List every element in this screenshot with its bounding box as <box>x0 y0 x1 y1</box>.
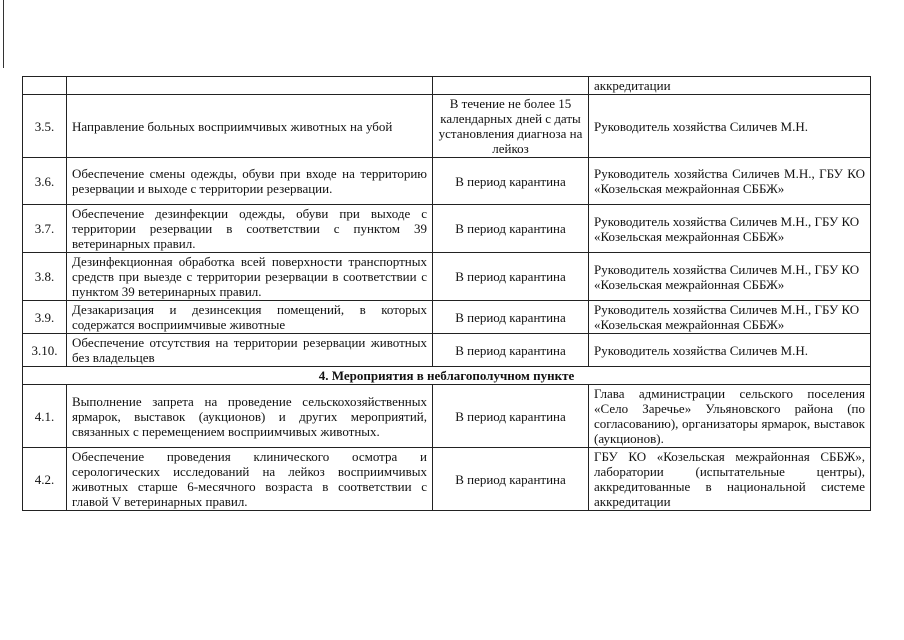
row-number-cell: 3.5. <box>23 95 67 158</box>
measure-description-cell: Обеспечение смены одежды, обуви при входе на территорию резервации и выходе с территории резервации. <box>67 158 433 205</box>
measure-description-cell: Обеспечение отсутствия на территории резервации животных без владельцев <box>67 334 433 367</box>
measure-description-cell: Дезинфекционная обработка всей поверхности транспортных средств при выезде с территории резервации в соответствии с пунктом 39 ветеринарных правил. <box>67 253 433 301</box>
row-number-cell: 3.9. <box>23 301 67 334</box>
table-row <box>23 158 871 205</box>
table-row <box>23 301 871 334</box>
measures-table <box>22 76 871 511</box>
responsible-cell: Руководитель хозяйства Силичев М.Н., ГБУ КО «Козельская межрайонная СББЖ» <box>589 253 871 301</box>
table-row <box>23 205 871 253</box>
responsible-cell: Руководитель хозяйства Силичев М.Н. <box>589 95 871 158</box>
table-row <box>23 448 871 511</box>
section-header-row <box>23 367 871 385</box>
term-cell: В период карантина <box>433 253 589 301</box>
measure-description-cell: Обеспечение дезинфекции одежды, обуви при выходе с территории резервации в соответствии с пунктом 39 ветеринарных правил. <box>67 205 433 253</box>
table-row <box>23 334 871 367</box>
measure-description-cell <box>67 77 433 95</box>
row-number-cell: 3.6. <box>23 158 67 205</box>
term-cell <box>433 77 589 95</box>
responsible-cell: аккредитации <box>589 77 871 95</box>
row-number-cell: 3.7. <box>23 205 67 253</box>
term-cell: В период карантина <box>433 301 589 334</box>
responsible-cell: Руководитель хозяйства Силичев М.Н., ГБУ КО «Козельская межрайонная СББЖ» <box>589 158 871 205</box>
measure-description-cell: Обеспечение проведения клинического осмотра и серологических исследований на лейкоз восприимчивых животных старше 6-месячного возраста в соответствии с главой V ветеринарных правил. <box>67 448 433 511</box>
term-cell: В период карантина <box>433 334 589 367</box>
measure-description-cell: Направление больных восприимчивых животных на убой <box>67 95 433 158</box>
table-row <box>23 77 871 95</box>
section-title: 4. Мероприятия в неблагополучном пункте <box>23 367 871 385</box>
responsible-cell: Руководитель хозяйства Силичев М.Н., ГБУ КО «Козельская межрайонная СББЖ» <box>589 205 871 253</box>
table-row <box>23 95 871 158</box>
page-edge-rule <box>3 0 4 68</box>
row-number-cell: 3.8. <box>23 253 67 301</box>
responsible-cell: Руководитель хозяйства Силичев М.Н., ГБУ КО «Козельская межрайонная СББЖ» <box>589 301 871 334</box>
responsible-cell: Глава администрации сельского поселения «Село Заречье» Ульяновского района (по согласованию), организаторы ярмарок, выставок (аукционов). <box>589 385 871 448</box>
term-cell: В период карантина <box>433 158 589 205</box>
term-cell: В период карантина <box>433 448 589 511</box>
table-row <box>23 253 871 301</box>
measure-description-cell: Дезакаризация и дезинсекция помещений, в которых содержатся восприимчивые животные <box>67 301 433 334</box>
measure-description-cell: Выполнение запрета на проведение сельскохозяйственных ярмарок, выставок (аукционов) и других мероприятий, связанных с перемещением восприимчивых животных. <box>67 385 433 448</box>
row-number-cell: 3.10. <box>23 334 67 367</box>
responsible-cell: Руководитель хозяйства Силичев М.Н. <box>589 334 871 367</box>
row-number-cell: 4.2. <box>23 448 67 511</box>
term-cell: В период карантина <box>433 385 589 448</box>
term-cell: В период карантина <box>433 205 589 253</box>
responsible-cell: ГБУ КО «Козельская межрайонная СББЖ», лаборатории (испытательные центры), аккредитованные в национальной системе аккредитации <box>589 448 871 511</box>
row-number-cell: 4.1. <box>23 385 67 448</box>
table-row <box>23 385 871 448</box>
row-number-cell <box>23 77 67 95</box>
term-cell: В течение не более 15 календарных дней с даты установления диагноза на лейкоз <box>433 95 589 158</box>
